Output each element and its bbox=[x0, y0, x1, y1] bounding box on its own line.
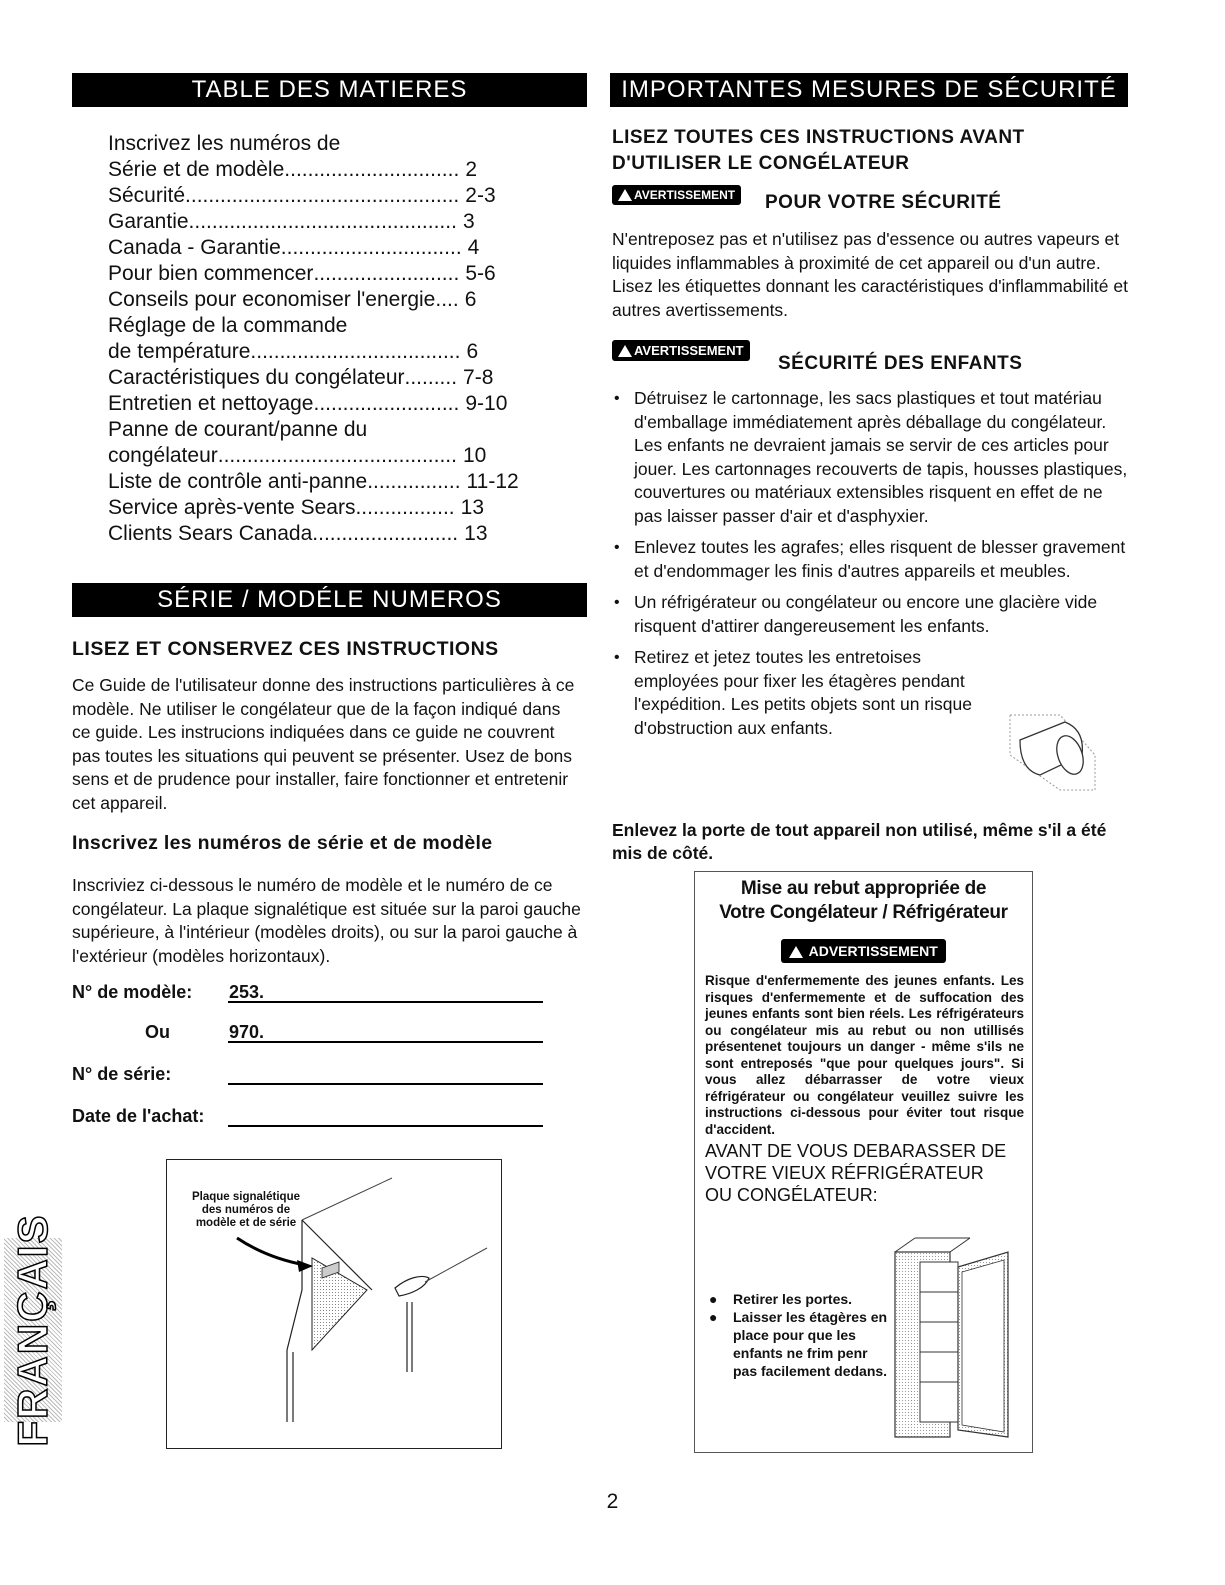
toc-item-dots: ......................................... bbox=[217, 444, 457, 467]
toc-item-label: Garantie bbox=[108, 210, 189, 233]
disposal-bullet-2: Laisser les étagères en place pour que les enfants ne frim penr pas facilement dedans. bbox=[733, 1309, 888, 1379]
serie-instructions: Inscriviez ci-dessous le numéro de modèle et le numéro de ce congélateur. La plaque signalétique est située sur la paroi gauche supérieure, à l'intérieur (modèles droits), ou sur la paroi gauche à l'extérieur (modèles horizontaux). bbox=[72, 875, 581, 966]
safety-title-bar: IMPORTANTES MESURES DE SÉCURITÉ bbox=[610, 73, 1128, 107]
safety-bullet: • Enlevez toutes les agrafes; elles risquent de blesser gravement et d'endommager les finis d'autres appareils et meubles. bbox=[612, 536, 1132, 583]
toc-item-label: Clients Sears Canada bbox=[108, 522, 313, 545]
toc-item-dots: ......................... bbox=[313, 262, 460, 285]
toc-item bbox=[108, 469, 578, 495]
plate-caption-2: des numéros de bbox=[201, 1204, 291, 1216]
toc-item-label: Canada - Garantie bbox=[108, 236, 281, 259]
disposal-text: Risque d'enfermemente des jeunes enfants. Les risques d'enfermemente et de suffocation des jeunes enfants sont bien réels. Les réfrigérateurs ou congélateur mis au rebut ou non utillisés présentenet toujours un danger - même s'ils ne sont entreposés "que pour quelques jours". Si vous allez débarrasser de votre vieux réfrigérateur ou congélateur veuillez suivre les instructions ci-dessous pour éviter tout risque d'accident. bbox=[705, 973, 1024, 1137]
toc-item bbox=[108, 365, 578, 391]
safety-bullet-list bbox=[612, 387, 1132, 748]
toc-item bbox=[108, 391, 578, 417]
open-freezer-drawing bbox=[890, 1232, 1030, 1447]
safety-sub-2: SÉCURITÉ DES ENFANTS bbox=[778, 353, 1023, 374]
disposal-title-1: Mise au rebut appropriée de bbox=[740, 878, 987, 899]
toc-item-label: Entretien et nettoyage bbox=[108, 392, 314, 415]
toc-item-page: 4 bbox=[467, 236, 480, 259]
toc-item-dots: ............................... bbox=[280, 236, 462, 259]
plate-caption-3: modèle et de série bbox=[195, 1217, 297, 1229]
warning-badge-1 bbox=[612, 185, 741, 205]
model-line-2 bbox=[228, 1040, 543, 1043]
toc-item-page: 3 bbox=[462, 210, 475, 233]
toc-item-page: 6 bbox=[464, 288, 477, 311]
warning-badge-2 bbox=[612, 340, 750, 361]
toc-item-label: Service après-vente Sears bbox=[108, 496, 356, 519]
disposal-title-2: Votre Congélateur / Réfrigérateur bbox=[719, 902, 1008, 923]
model-line-1 bbox=[228, 1000, 543, 1003]
date-line bbox=[228, 1124, 543, 1127]
toc-item bbox=[108, 157, 578, 183]
safety-sub-1: POUR VOTRE SÉCURITÉ bbox=[765, 192, 1002, 213]
toc-item bbox=[108, 209, 578, 235]
toc-item bbox=[108, 443, 578, 469]
disposal-caps-3: OU CONGÉLATEUR: bbox=[705, 1185, 878, 1205]
safety-para-1: N'entreposez pas et n'utilisez pas d'essence ou autres vapeurs et liquides inflammables à proximité de cet appareil ou d'un autre. Lisez les étiquettes donnant les caractéristiques d'inflammabilité et autres avertissements. bbox=[612, 229, 1128, 320]
safety-bullet: • Détruisez le cartonnage, les sacs plastiques et tout matériau d'emballage immédiatement après déballage du congélateur. Les enfants ne devraient jamais se servir de ces articles pour jouer. Les cartonnages recouverts de tapis, housses plastiques, couvertures ou matériaux extensibles risquent en effet de ne pas laisser passer d'air et d'asphyxier. bbox=[612, 387, 1132, 528]
toc-item-page: 6 bbox=[466, 340, 479, 363]
toc-item bbox=[108, 183, 578, 209]
advertissement-badge bbox=[781, 939, 946, 963]
toc-item-label: congélateur bbox=[108, 444, 218, 467]
safety-heading-2: D'UTILISER LE CONGÉLATEUR bbox=[612, 153, 910, 174]
toc-title-bar: TABLE DES MATIERES bbox=[72, 73, 587, 107]
toc-item-page: 2-3 bbox=[465, 184, 496, 207]
toc-item-page: 5-6 bbox=[465, 262, 496, 285]
toc-item-dots: .... bbox=[435, 288, 459, 311]
serial-line bbox=[228, 1082, 543, 1085]
model-label: N° de modèle: bbox=[72, 982, 193, 1002]
toc-item bbox=[108, 287, 578, 313]
toc-item bbox=[108, 131, 578, 157]
toc-item-page: 13 bbox=[460, 496, 484, 519]
toc-item-label: Pour bien commencer bbox=[108, 262, 314, 285]
safety-bullet: • Un réfrigérateur ou congélateur ou encore une glacière vide risquent d'attirer dangereusement les enfants. bbox=[612, 591, 1132, 638]
table-of-contents bbox=[108, 131, 578, 547]
toc-item bbox=[108, 261, 578, 287]
disposal-caps-1: AVANT DE VOUS DEBARASSER DE bbox=[705, 1141, 1007, 1161]
toc-item bbox=[108, 313, 578, 339]
toc-item bbox=[108, 339, 578, 365]
page-number: 2 bbox=[606, 1490, 619, 1513]
toc-item-dots: .................................... bbox=[250, 340, 461, 363]
toc-item-page: 7-8 bbox=[463, 366, 494, 389]
toc-item-page: 11-12 bbox=[466, 470, 519, 493]
toc-item-label: Conseils pour economiser l'energie bbox=[108, 288, 436, 311]
toc-item-label: Caractéristiques du congélateur bbox=[108, 366, 405, 389]
toc-item bbox=[108, 495, 578, 521]
serie-subheading: Inscrivez les numéros de série et de modèle bbox=[72, 832, 493, 854]
toc-item-label: Panne de courant/panne du bbox=[108, 418, 368, 441]
warning-badge-1-label: AVERTISSEMENT bbox=[634, 188, 736, 202]
warning-badge-2-label: AVERTISSEMENT bbox=[634, 343, 744, 358]
toc-item-label: Inscrivez les numéros de bbox=[108, 132, 341, 155]
language-side-tab bbox=[4, 1213, 62, 1447]
toc-item-dots: ......................... bbox=[312, 522, 459, 545]
toc-item-label: Réglage de la commande bbox=[108, 314, 348, 337]
disposal-caps-2: VOTRE VIEUX RÉFRIGÉRATEUR bbox=[705, 1163, 984, 1183]
toc-item-page: 10 bbox=[462, 444, 487, 467]
toc-item-page: 2 bbox=[465, 158, 478, 181]
language-side-tab-label: FRANÇAIS bbox=[9, 1213, 56, 1447]
toc-item-label: Liste de contrôle anti-panne bbox=[108, 470, 368, 493]
toc-item bbox=[108, 417, 578, 443]
serie-intro: Ce Guide de l'utilisateur donne des instructions particulières à ce modèle. Ne utiliser le congélateur que de la façon indiqué dans ce guide. Les instrucions indiquées dans ce guide ne couvrent pas toutes les situations qui peuvent se présenter. Usez de bons sens et de prudence pour installer, faire fonctionner et entretenir cet appareil. bbox=[72, 675, 575, 813]
toc-item bbox=[108, 521, 578, 547]
serie-heading: LISEZ ET CONSERVEZ CES INSTRUCTIONS bbox=[72, 638, 499, 660]
toc-item-dots: .............................. bbox=[284, 158, 460, 181]
toc-item-dots: ................. bbox=[355, 496, 455, 519]
spacer-roll-icon bbox=[990, 700, 1110, 795]
advertissement-badge-label: ADVERTISSEMENT bbox=[808, 943, 938, 959]
toc-item-dots: ......... bbox=[404, 366, 458, 389]
disposal-box: Mise au rebut appropriée de Votre Congélateur / Réfrigérateur ADVERTISSEMENT Risque d'enfermemente des jeunes enfants. Les risques d'enfermemente et de suffocation des jeunes enfants sont bien réels. Les réfrigérateurs ou congélateur mis au rebut ou non utillisés présentenet toujours un danger - même s'ils ne sont entreposés "que pour quelques jours". Si vous allez débarrasser de votre vieux réfrigérateur ou congélateur veuillez suivre les instructions ci-dessous pour éviter tout risque d'accident. AVANT DE VOUS DEBARASSER DE VOTRE VIEUX RÉFRIGÉRATEUR OU CONGÉLATEUR: ● Retirer les portes. ● Laisser les étagères en place pour que les enfants ne frim penr pas facilement dedans. bbox=[694, 871, 1033, 1453]
plate-caption-1: Plaque signalétique bbox=[192, 1191, 300, 1203]
serie-title-bar: SÉRIE / MODÉLE NUMEROS bbox=[72, 583, 587, 617]
disposal-bullet-1: Retirer les portes. bbox=[733, 1291, 853, 1307]
door-notice: Enlevez la porte de tout appareil non utilisé, même s'il a été mis de côté. bbox=[612, 820, 1107, 863]
toc-item-dots: ................ bbox=[367, 470, 461, 493]
toc-item-dots: ......................... bbox=[313, 392, 460, 415]
toc-item-label: Sécurité bbox=[108, 184, 186, 207]
safety-heading-1: LISEZ TOUTES CES INSTRUCTIONS AVANT bbox=[612, 127, 1025, 148]
toc-item-page: 9-10 bbox=[465, 392, 508, 415]
toc-item bbox=[108, 235, 578, 261]
model-value-2: 970. bbox=[229, 1022, 265, 1042]
plate-illustration bbox=[166, 1159, 502, 1449]
toc-item-dots: ............................................... bbox=[185, 184, 460, 207]
date-label: Date de l'achat: bbox=[72, 1106, 205, 1126]
toc-item-label: de température bbox=[108, 340, 251, 363]
toc-item-label: Série et de modèle bbox=[108, 158, 285, 181]
safety-bullet: • Retirez et jetez toutes les entretoises employées pour fixer les étagères pendant l'expédition. Les petits objets sont un risque d'obstruction aux enfants. bbox=[612, 646, 979, 740]
toc-item-dots: .............................................. bbox=[188, 210, 457, 233]
freezer-corner-drawing bbox=[167, 1160, 501, 1448]
or-label: Ou bbox=[145, 1022, 170, 1042]
serial-label: N° de série: bbox=[72, 1064, 172, 1084]
model-value-1: 253. bbox=[229, 982, 265, 1002]
toc-item-page: 13 bbox=[464, 522, 488, 545]
